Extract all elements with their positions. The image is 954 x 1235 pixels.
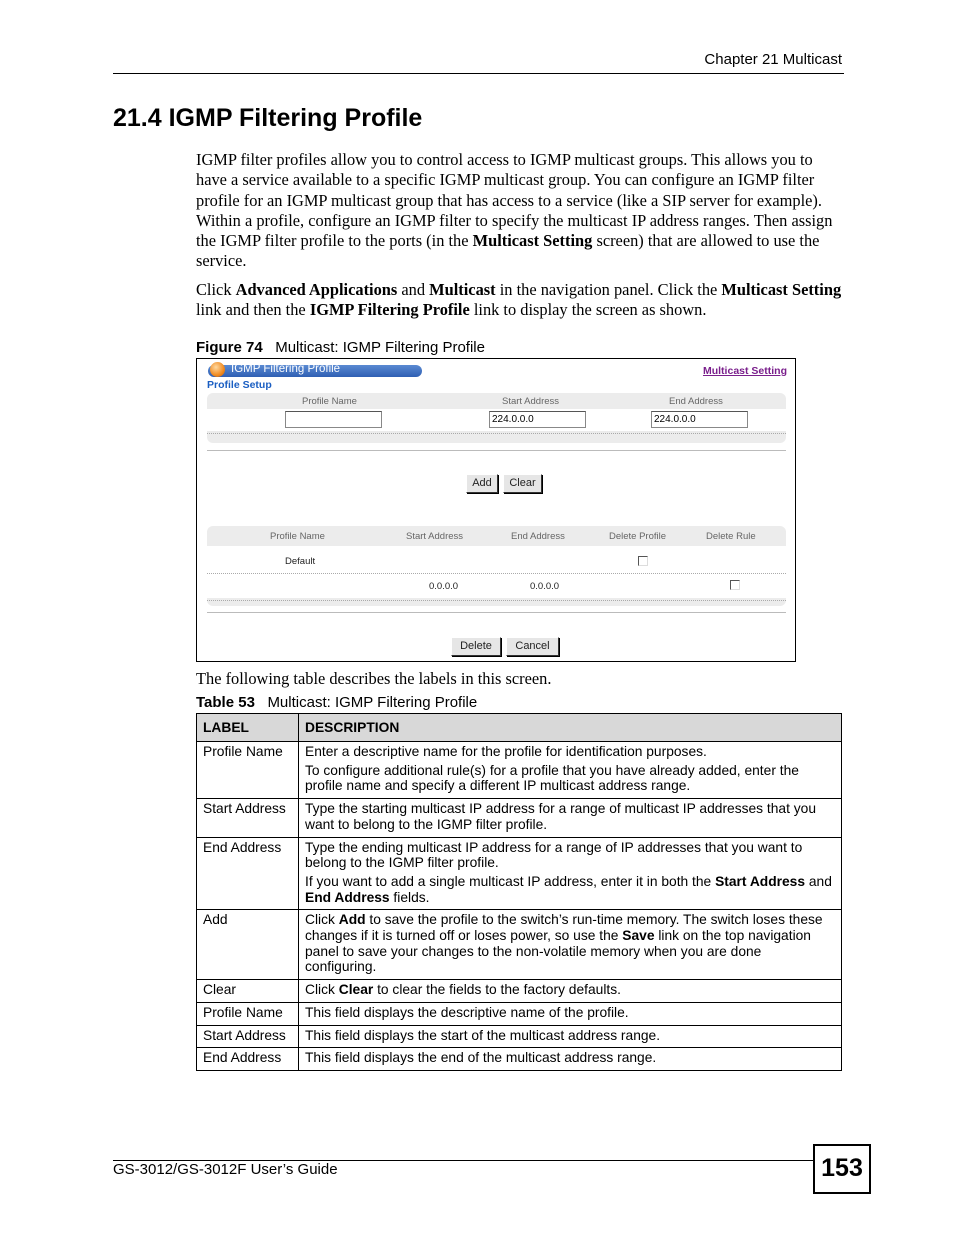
delete-button[interactable]: Delete — [451, 637, 501, 656]
end-address-input[interactable]: 224.0.0.0 — [651, 411, 748, 428]
list-header-delete-profile: Delete Profile — [609, 531, 667, 542]
divider — [207, 612, 786, 613]
list-header-start-address: Start Address — [406, 531, 464, 542]
table-row: Start Address This field displays the start of the multicast address range. — [197, 1025, 842, 1048]
section-title: 21.4 IGMP Filtering Profile — [113, 104, 423, 132]
col-header-profile-name: Profile Name — [302, 396, 357, 407]
table-row: Add Click Add to save the profile to the switch’s run-time memory. The switch loses these changes if it is turned off or loses power, so use the Save link on the top navigation panel to save your changes to the non-volatile memory when you are done configuring. — [197, 910, 842, 980]
table-row: Profile Name Enter a descriptive name for the profile for identification purposes. To configure additional rule(s) for a profile that you have already added, enter the profile name and specify a different IP multicast address range. — [197, 742, 842, 799]
header-rule — [113, 73, 844, 74]
profile-list-panel — [207, 526, 786, 606]
col-header-end-address: End Address — [669, 396, 723, 407]
row-start-address: 0.0.0.0 — [429, 581, 459, 592]
intro-paragraph-2: Click Advanced Applications and Multicast in the navigation panel. Click the Multicast Setting link and then the IGMP Filtering Profile link to display the screen as shown. — [196, 280, 842, 320]
row-profile-default: Default — [285, 556, 316, 567]
multicast-setting-link[interactable]: Multicast Setting — [702, 365, 787, 377]
table-row: Profile Name This field displays the descriptive name of the profile. — [197, 1002, 842, 1025]
screen-title: IGMP Filtering Profile — [231, 363, 341, 375]
page-number: 153 — [813, 1144, 871, 1194]
clear-button[interactable]: Clear — [503, 474, 542, 493]
figure-caption: Figure 74 Multicast: IGMP Filtering Profile — [196, 339, 485, 356]
intro-paragraph-1: IGMP filter profiles allow you to control access to IGMP multicast groups. This allows you to have a service available to a specific IGMP multicast group. You can configure an IGMP filter profile for an IGMP multicast group that has access to a service (like a SIP server for example). Within a profile, configure an IGMP filter to specify the multicast IP address ranges. Then assign the IGMP filter profile to the ports (in the Multicast Setting screen) that are allowed to use the service. — [196, 150, 833, 271]
list-header-delete-rule: Delete Rule — [706, 531, 756, 542]
table-caption: Table 53 Multicast: IGMP Filtering Profile — [196, 694, 478, 711]
table-row: End Address This field displays the end of the multicast address range. — [197, 1048, 842, 1071]
table-row: Start Address Type the starting multicast IP address for a range of multicast IP addresses that you want to belong to the IGMP filter profile. — [197, 799, 842, 837]
profile-setup-panel — [207, 393, 786, 443]
table-header-row — [197, 714, 842, 742]
table-row: Clear Click Clear to clear the fields to the factory defaults. — [197, 980, 842, 1003]
profile-name-input[interactable] — [285, 411, 382, 428]
cancel-button[interactable]: Cancel — [506, 637, 559, 656]
start-address-input[interactable]: 224.0.0.0 — [489, 411, 586, 428]
list-header-profile-name: Profile Name — [270, 531, 325, 542]
label-description-table — [196, 713, 842, 1071]
igmp-filtering-profile-screenshot — [196, 358, 796, 662]
row-end-address: 0.0.0.0 — [530, 581, 560, 592]
list-header-end-address: End Address — [511, 531, 565, 542]
footer-guide-title: GS-3012/GS-3012F User’s Guide — [113, 1161, 338, 1178]
header-label: LABEL — [197, 714, 299, 742]
title-bullet-icon — [210, 362, 225, 377]
chapter-header: Chapter 21 Multicast — [704, 51, 842, 68]
header-description: DESCRIPTION — [299, 714, 842, 742]
col-header-start-address: Start Address — [502, 396, 560, 407]
delete-profile-checkbox[interactable] — [638, 556, 648, 566]
table-row: End Address Type the ending multicast IP address for a range of IP addresses that you want to belong to the IGMP filter profile. If you want to add a single multicast IP address, enter it in both the Start Address and End Address fields. — [197, 837, 842, 910]
add-button[interactable]: Add — [466, 474, 498, 493]
profile-setup-heading: Profile Setup — [207, 379, 272, 391]
delete-rule-checkbox[interactable] — [730, 580, 740, 590]
table-intro-text: The following table describes the labels in this screen. — [196, 669, 552, 688]
divider — [207, 450, 786, 451]
